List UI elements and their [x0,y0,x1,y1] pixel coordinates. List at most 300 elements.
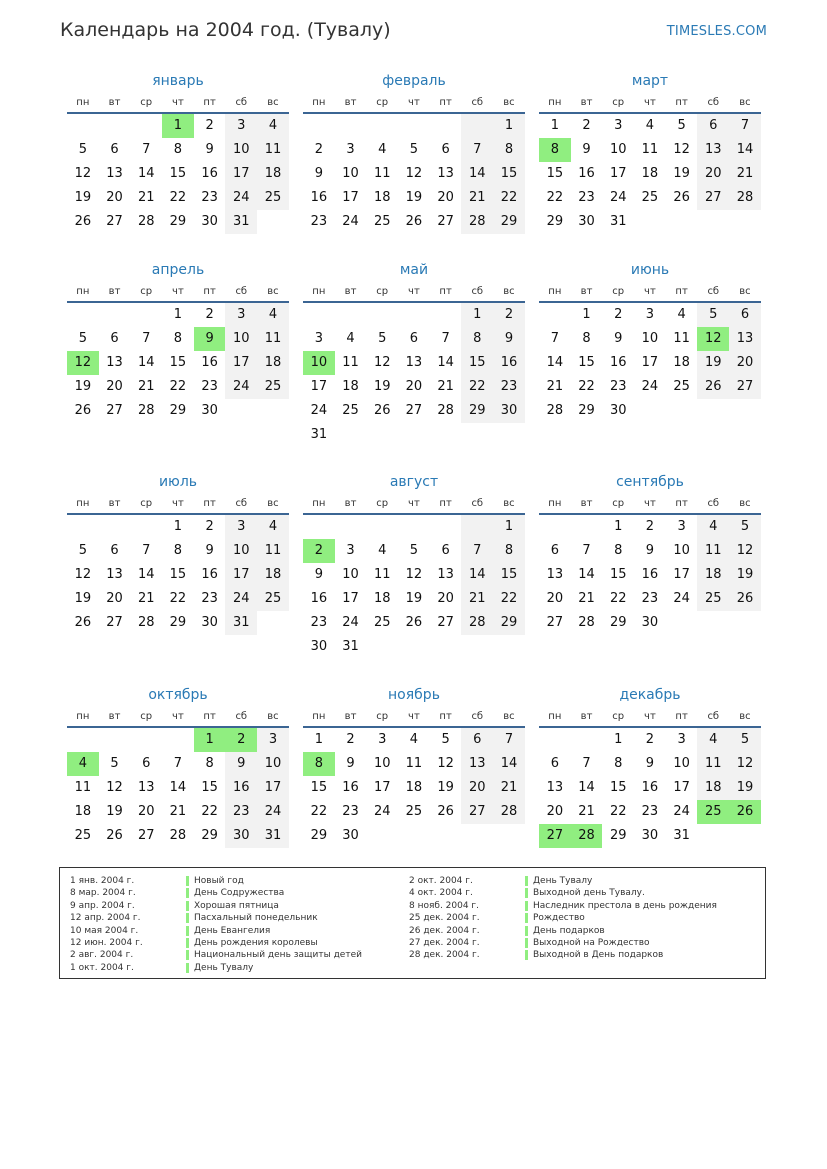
day-cell: 20 [106,591,123,606]
day-cell: 23 [225,800,257,824]
legend-date: 28 дек. 2004 г. [409,950,480,961]
day-cell: 10 [342,567,359,582]
weekday-label: чт [408,286,420,297]
legend-color-marker [186,926,189,936]
weekday-label: вт [344,498,357,509]
day-cell: 13 [729,327,761,351]
empty-cell [67,114,99,138]
day-cell: 21 [137,190,155,205]
legend-color-marker [525,938,528,948]
holiday-day: 9 [194,327,226,351]
day-cell: 22 [546,190,564,205]
day-cell: 7 [493,728,525,752]
legend-holiday-name: День рождения королевы [194,937,318,948]
empty-cell [461,114,493,138]
legend-holiday-name: Выходной на Рождество [533,937,650,948]
empty-cell [303,515,335,539]
month-name: январь [152,73,204,89]
day-cell: 23 [201,591,218,606]
day-cell: 10 [673,756,690,771]
weekday-label: чт [644,97,656,108]
day-cell: 30 [493,399,525,423]
holiday-legend [59,867,766,979]
day-cell: 26 [74,615,92,630]
day-cell: 25 [257,375,289,399]
legend-color-marker [186,963,189,973]
empty-cell [335,423,367,447]
empty-cell [162,728,194,752]
day-cell: 9 [205,142,214,157]
weekday-label: вс [739,711,751,722]
day-cell: 30 [201,214,218,229]
day-grid [303,303,525,447]
weekday-label: чт [172,286,184,297]
day-cell: 24 [609,190,627,205]
day-cell: 4 [378,142,387,157]
weekday-label: вс [739,97,751,108]
day-cell: 14 [169,780,187,795]
weekday-label: пт [675,498,688,509]
day-cell: 21 [437,379,454,394]
day-cell: 7 [461,539,493,563]
day-cell: 11 [342,355,359,370]
empty-cell [430,824,462,848]
day-cell: 1 [461,303,493,327]
day-cell: 16 [342,780,359,795]
day-cell: 6 [142,756,151,771]
day-cell: 12 [74,567,92,582]
day-cell: 24 [225,375,257,399]
day-cell: 5 [78,543,87,558]
weekday-label: пт [203,286,216,297]
day-cell: 8 [173,142,183,157]
day-cell: 14 [546,355,564,370]
day-cell: 27 [106,403,123,418]
day-cell: 12 [437,756,454,771]
holiday-day: 28 [571,824,603,848]
weekday-header [67,494,289,515]
day-cell: 14 [137,355,155,370]
day-cell: 9 [225,752,257,776]
day-cell: 5 [677,118,686,133]
site-link[interactable]: TIMESLES.COM [666,24,767,39]
day-cell: 9 [346,756,355,771]
month-name: июль [158,474,198,490]
empty-cell [697,824,729,848]
weekday-header [539,707,761,728]
weekday-label: вс [267,97,279,108]
weekday-label: пн [548,97,562,108]
weekday-label: вт [108,498,121,509]
legend-date: 4 окт. 2004 г. [409,888,473,899]
weekday-label: пт [203,498,216,509]
day-cell: 29 [310,828,328,843]
empty-cell [430,423,462,447]
legend-date: 1 янв. 2004 г. [70,876,135,886]
day-cell: 11 [697,752,729,776]
empty-cell [67,303,99,327]
legend-color-marker [525,888,528,898]
legend-date: 9 апр. 2004 г. [70,900,135,911]
day-cell: 2 [493,303,525,327]
weekday-label: ср [140,711,153,722]
empty-cell [257,611,289,635]
weekday-label: пт [675,711,688,722]
weekday-label: пт [203,711,216,722]
empty-cell [729,399,761,423]
weekday-label: сб [471,286,484,297]
day-cell: 17 [225,563,257,587]
weekday-label: ср [376,286,389,297]
day-cell: 4 [257,303,289,327]
weekday-label: чт [644,711,656,722]
day-cell: 1 [614,519,623,534]
day-cell: 25 [641,190,659,205]
day-cell: 28 [461,611,493,635]
day-cell: 26 [405,214,423,229]
month-name: август [389,474,439,490]
day-cell: 24 [673,591,690,606]
month-name: октябрь [148,687,208,703]
day-cell: 26 [405,615,423,630]
legend-color-marker [525,926,528,936]
day-cell: 13 [106,355,123,370]
day-cell: 29 [169,214,187,229]
month-3 [539,70,761,234]
day-cell: 21 [578,591,595,606]
day-cell: 27 [106,214,123,229]
day-cell: 19 [697,351,729,375]
day-cell: 27 [405,403,423,418]
weekday-label: чт [408,711,420,722]
day-cell: 19 [74,190,92,205]
day-cell: 14 [137,166,155,181]
day-cell: 21 [137,591,155,606]
day-cell: 4 [697,515,729,539]
month-7 [67,471,289,635]
day-cell: 4 [257,114,289,138]
day-cell: 20 [106,379,123,394]
day-cell: 24 [342,214,359,229]
month-8 [303,471,525,659]
day-cell: 23 [609,379,627,394]
day-cell: 13 [697,138,729,162]
weekday-label: ср [376,498,389,509]
day-cell: 11 [257,327,289,351]
weekday-label: сб [707,97,720,108]
day-grid [303,114,525,234]
weekday-label: вт [108,711,121,722]
day-cell: 20 [697,162,729,186]
day-cell: 22 [201,804,218,819]
weekday-label: чт [408,498,420,509]
day-cell: 26 [697,375,729,399]
empty-cell [634,399,666,423]
day-cell: 18 [697,776,729,800]
day-cell: 16 [310,591,328,606]
day-cell: 25 [373,615,391,630]
day-cell: 22 [609,591,627,606]
day-cell: 16 [641,780,659,795]
weekday-label: пт [203,97,216,108]
weekday-label: пт [439,286,452,297]
day-cell: 17 [373,780,391,795]
month-10 [67,684,289,848]
day-cell: 6 [697,114,729,138]
weekday-header [303,93,525,114]
day-cell: 13 [461,752,493,776]
holiday-day: 8 [303,752,335,776]
day-cell: 3 [225,515,257,539]
empty-cell [539,515,571,539]
day-cell: 16 [578,166,595,181]
month-9 [539,471,761,635]
weekday-label: вс [503,711,515,722]
day-cell: 2 [205,307,214,322]
day-cell: 20 [106,190,123,205]
day-cell: 19 [673,166,690,181]
day-cell: 29 [461,399,493,423]
day-cell: 17 [310,379,328,394]
day-cell: 15 [169,166,187,181]
day-cell: 23 [310,615,328,630]
day-cell: 2 [314,142,323,157]
day-cell: 28 [546,403,564,418]
weekday-label: вт [580,286,593,297]
legend-color-marker [186,913,189,923]
day-cell: 23 [578,190,595,205]
day-cell: 10 [641,331,659,346]
day-cell: 15 [609,780,627,795]
day-cell: 7 [142,331,151,346]
legend-holiday-name: Национальный день защиты детей [194,950,362,961]
day-cell: 20 [437,591,454,606]
day-cell: 15 [201,780,218,795]
weekday-label: пн [76,97,90,108]
empty-cell [99,515,131,539]
day-cell: 30 [225,824,257,848]
day-grid [539,728,761,848]
empty-cell [430,515,462,539]
day-cell: 8 [173,331,183,346]
day-cell: 6 [110,142,119,157]
day-cell: 30 [578,214,595,229]
day-cell: 31 [225,611,257,635]
empty-cell [99,114,131,138]
empty-cell [257,210,289,234]
weekday-label: пт [675,97,688,108]
day-cell: 5 [729,515,761,539]
weekday-header [303,707,525,728]
empty-cell [461,635,493,659]
empty-cell [398,423,430,447]
day-cell: 14 [137,567,155,582]
day-cell: 14 [437,355,454,370]
weekday-header [67,93,289,114]
legend-date: 8 нояб. 2004 г. [409,900,480,911]
day-cell: 8 [173,543,183,558]
day-cell: 22 [461,375,493,399]
day-cell: 28 [461,210,493,234]
weekday-label: ср [140,97,153,108]
legend-holiday-name: День Тувалу [533,876,593,886]
day-cell: 19 [405,190,423,205]
day-cell: 19 [729,563,761,587]
weekday-label: пт [675,286,688,297]
empty-cell [303,114,335,138]
day-cell: 28 [729,186,761,210]
day-cell: 17 [673,567,690,582]
day-cell: 17 [225,351,257,375]
empty-cell [398,824,430,848]
empty-cell [257,399,289,423]
day-cell: 13 [106,567,123,582]
empty-cell [366,114,398,138]
day-cell: 30 [641,615,659,630]
day-cell: 29 [493,611,525,635]
empty-cell [67,728,99,752]
month-6 [539,259,761,423]
empty-cell [697,399,729,423]
day-cell: 1 [582,307,591,322]
weekday-label: вс [267,711,279,722]
empty-cell [99,728,131,752]
day-cell: 11 [373,166,391,181]
day-cell: 26 [373,403,391,418]
month-5 [303,259,525,447]
day-cell: 2 [346,732,355,747]
day-cell: 28 [437,403,454,418]
empty-cell [666,611,698,635]
day-cell: 3 [677,732,686,747]
day-cell: 12 [673,142,690,157]
weekday-label: пн [312,97,326,108]
weekday-header [539,282,761,303]
empty-cell [493,824,525,848]
empty-cell [366,635,398,659]
day-cell: 6 [550,756,559,771]
day-cell: 10 [609,142,627,157]
weekday-label: вт [344,711,357,722]
day-cell: 22 [310,804,328,819]
empty-cell [430,114,462,138]
day-cell: 1 [550,118,559,133]
day-cell: 14 [461,162,493,186]
day-cell: 3 [225,303,257,327]
day-grid [539,515,761,635]
day-grid [539,303,761,423]
day-cell: 17 [673,780,690,795]
weekday-label: пн [548,711,562,722]
weekday-label: пн [312,286,326,297]
legend-holiday-name: День подарков [533,925,605,936]
day-cell: 28 [169,828,187,843]
day-grid [67,114,289,234]
day-cell: 24 [310,403,328,418]
empty-cell [430,303,462,327]
day-cell: 27 [461,800,493,824]
day-cell: 9 [314,166,323,181]
day-cell: 26 [74,214,92,229]
day-cell: 10 [225,539,257,563]
empty-cell [729,611,761,635]
month-name: декабрь [619,687,681,703]
day-cell: 22 [169,591,187,606]
day-grid [303,728,525,848]
day-cell: 29 [493,210,525,234]
day-cell: 12 [405,166,423,181]
day-cell: 31 [609,214,627,229]
day-cell: 11 [74,780,92,795]
month-name: июнь [630,262,670,278]
day-cell: 5 [441,732,450,747]
holiday-day: 27 [539,824,571,848]
legend-date: 2 окт. 2004 г. [409,876,473,886]
day-cell: 11 [697,539,729,563]
day-cell: 3 [645,307,655,322]
day-cell: 4 [645,118,655,133]
legend-color-marker [186,938,189,948]
day-cell: 24 [257,800,289,824]
month-4 [67,259,289,423]
day-cell: 20 [546,591,564,606]
day-grid [303,515,525,659]
day-cell: 31 [342,639,359,654]
day-cell: 12 [74,166,92,181]
weekday-label: пт [439,711,452,722]
day-cell: 3 [225,114,257,138]
day-cell: 25 [373,214,391,229]
day-cell: 28 [137,214,155,229]
legend-color-marker [525,876,528,886]
weekday-label: вт [344,286,357,297]
holiday-day: 2 [225,728,257,752]
weekday-label: ср [612,711,625,722]
weekday-label: ср [376,711,389,722]
day-cell: 15 [169,567,187,582]
day-cell: 10 [673,543,690,558]
day-cell: 25 [257,587,289,611]
day-cell: 5 [409,543,419,558]
day-cell: 23 [641,804,659,819]
day-cell: 28 [578,615,595,630]
day-cell: 25 [342,403,359,418]
day-cell: 21 [137,379,155,394]
day-cell: 13 [137,780,155,795]
day-cell: 1 [614,732,623,747]
day-cell: 3 [257,728,289,752]
day-cell: 7 [729,114,761,138]
holiday-day: 10 [303,351,335,375]
day-cell: 26 [106,828,123,843]
weekday-label: чт [172,97,184,108]
day-cell: 18 [342,379,359,394]
weekday-header [539,494,761,515]
day-cell: 17 [342,190,359,205]
day-cell: 29 [169,403,187,418]
weekday-header [303,494,525,515]
day-cell: 14 [578,780,595,795]
day-cell: 16 [201,355,218,370]
empty-cell [666,210,698,234]
empty-cell [335,303,367,327]
day-grid [67,515,289,635]
month-12 [539,684,761,848]
day-cell: 26 [437,804,454,819]
day-cell: 16 [641,567,659,582]
day-cell: 14 [729,138,761,162]
day-cell: 12 [405,567,423,582]
